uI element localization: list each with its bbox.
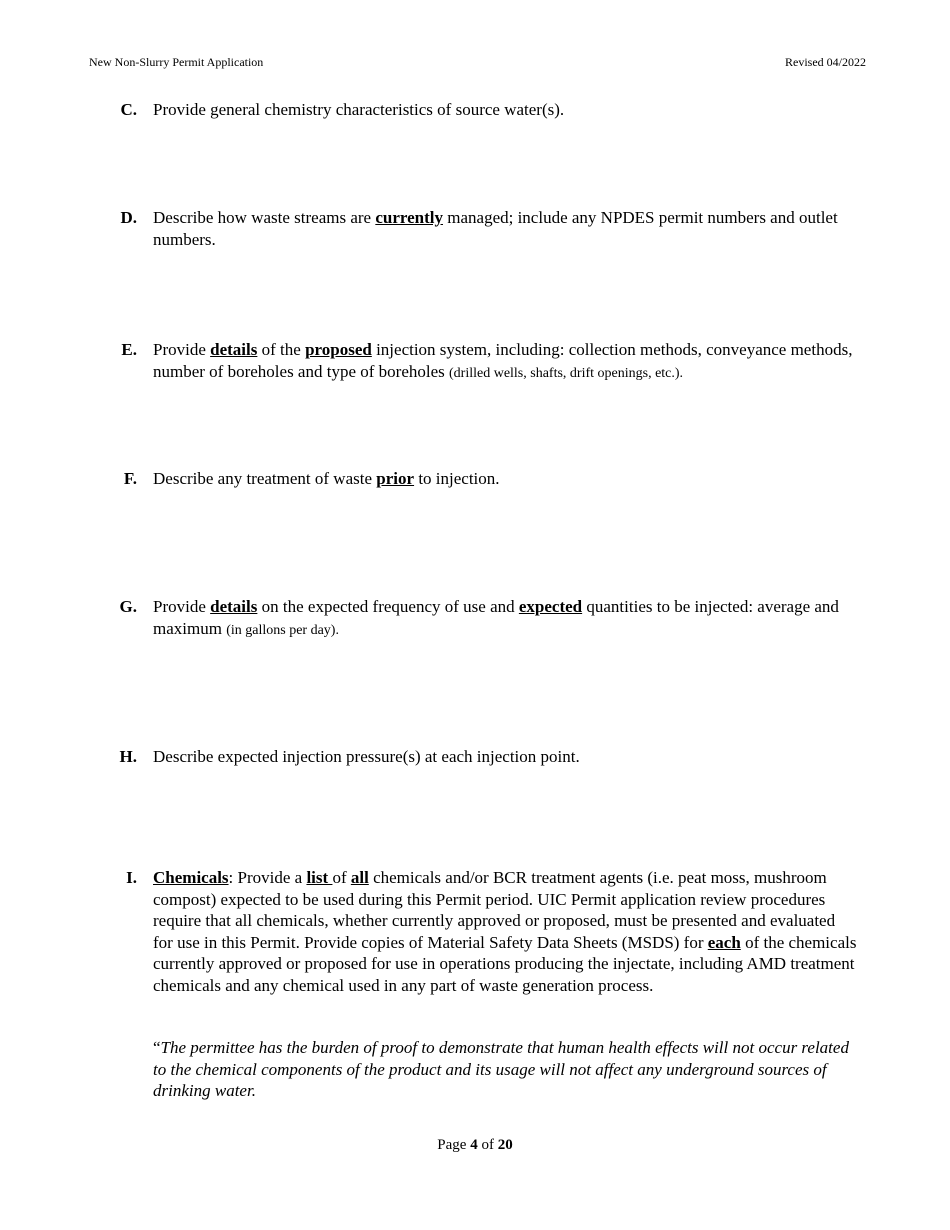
section-letter: G. [119,597,137,616]
section-letter: D. [120,208,137,227]
text-run: chemicals and/or BCR treatment agents (i.e. peat moss, mushroom compost) expected to be used during this Permit period. UIC Permit application review procedures require that all chemicals, whether currently approved or proposed, must be presented and evaluated for use in this Permit. Provide copies of Material Safety Data Sheets (MSDS) for [153,868,836,952]
section-text [153,867,858,997]
text-run: Provide [153,340,211,359]
text-run: of the [257,340,306,359]
emphasis-details: details [210,597,258,616]
section-letter: E. [121,340,137,359]
text-run: Describe any treatment of waste [153,469,377,488]
text-run-small: (in gallons per day). [226,622,339,638]
text-run: Provide [153,597,211,616]
header-revision: Revised 04/2022 [785,55,866,69]
section-text [153,339,858,384]
emphasis-chemicals: Chemicals [153,868,229,887]
section-text [153,99,858,121]
text-run: Describe how waste streams are [153,208,376,227]
emphasis-details: details [210,340,258,359]
emphasis-currently: currently [375,208,443,227]
emphasis-all: all [350,868,369,887]
text-run: : Provide a [228,868,307,887]
section-text [153,468,858,490]
text-run: managed; include any NPDES permit numbers and outlet numbers. [153,208,838,249]
section-letter: F. [123,469,137,488]
text-run: of the chemicals currently approved or proposed for use in operations producing the injectate, including AMD treatment chemicals and any chemical used in any part of waste generation process. [153,932,857,995]
page-total: 20 [497,1137,513,1153]
text-run-small: (drilled wells, shafts, drift openings, etc.). [449,365,684,381]
quote-text: The permittee has the burden of proof to demonstrate that human health effects will not occur related to the chemical components of the product and its usage will not affect any underground sources of drinking water. [153,1038,849,1101]
text-run: to injection. [414,469,500,488]
quote-open-mark: “ [153,1038,161,1057]
section-text [153,596,858,641]
emphasis-expected: expected [518,597,583,616]
section-letter: H. [119,747,137,766]
emphasis-proposed: proposed [305,340,372,359]
emphasis-each: each [707,932,741,952]
section-letter: I. [126,868,137,887]
section-letter: C. [120,100,137,119]
page-current: 4 [470,1137,478,1153]
header-title: New Non-Slurry Permit Application [89,55,264,69]
section-text [153,746,858,768]
section-text [153,207,858,250]
text-run: on the expected frequency of use and [257,597,519,616]
burden-of-proof-quote [153,1037,858,1102]
emphasis-prior: prior [376,469,415,488]
emphasis-list: list [306,868,333,887]
page-number [0,1137,950,1154]
text-run: quantities to be injected: average and maximum [153,597,839,638]
text-run: injection system, including: collection methods, conveyance methods, number of boreholes and type of boreholes [153,340,853,381]
page-word: Page [437,1137,471,1153]
text-run: Provide general chemistry characteristics of source water(s). [153,100,565,119]
text-run: Describe expected injection pressure(s) at each injection point. [153,747,580,766]
page-of-word: of [477,1137,498,1153]
text-run: of [332,868,351,887]
